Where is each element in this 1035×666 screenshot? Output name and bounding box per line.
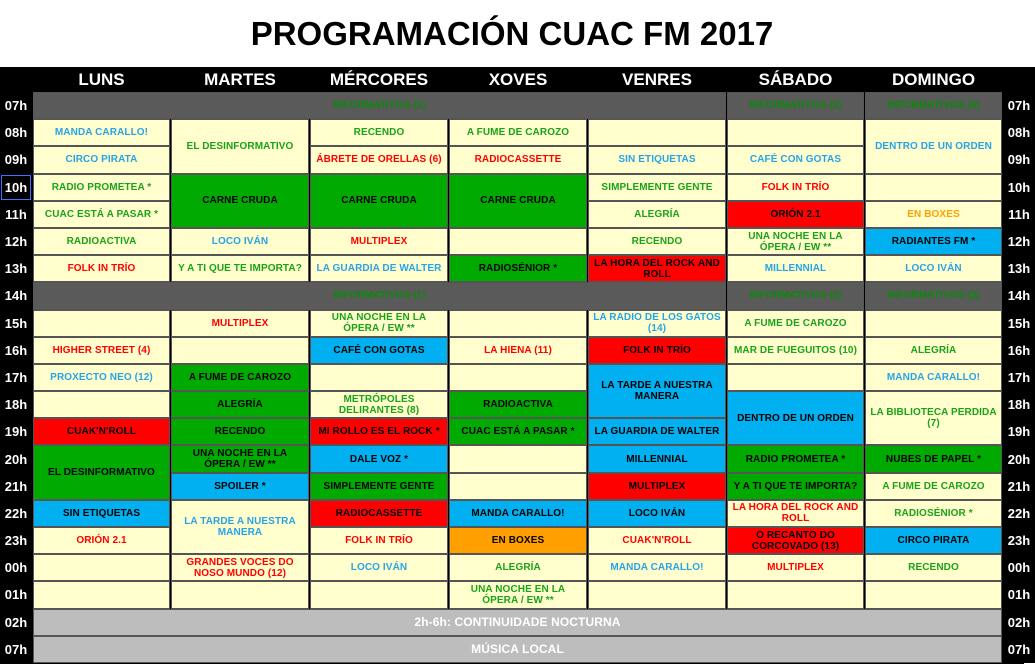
night-band: MÚSICA LOCAL: [33, 636, 1002, 663]
program-cell: FOLK IN TRÍO: [310, 527, 448, 554]
program-cell: [865, 581, 1002, 608]
hour-label-left: 02h: [0, 609, 32, 636]
program-cell: SIN ETIQUETAS: [588, 146, 726, 173]
program-cell: UNA NOCHE EN LA ÓPERA / EW **: [310, 310, 448, 337]
hour-label-left: 17h: [0, 364, 32, 391]
hour-label-right: 07h: [1003, 92, 1035, 119]
hour-label-right: 00h: [1003, 554, 1035, 581]
program-cell: MANDA CARALLO!: [449, 500, 587, 527]
program-cell: [171, 581, 309, 608]
program-cell: RADIOACTIVA: [33, 228, 170, 255]
hour-label-left: 12h: [0, 228, 32, 255]
night-band: 2h-6h: CONTINUIDADE NOCTURNA: [33, 609, 1002, 636]
news-band: INFORMATIVOS (3): [865, 282, 1002, 309]
program-cell: RADIOSÉNIOR *: [449, 255, 587, 282]
hour-label-right: 12h: [1003, 228, 1035, 255]
program-cell: RADIOACTIVA: [449, 391, 587, 418]
program-cell: FOLK IN TRÍO: [727, 174, 864, 201]
program-cell: Y A TI QUE TE IMPORTA?: [171, 255, 309, 282]
news-band: INFORMATIVOS (1): [33, 282, 726, 309]
hour-label-right: 11h: [1003, 201, 1035, 228]
program-cell: EL DESINFORMATIVO: [171, 119, 309, 173]
program-cell: MI ROLLO ES EL ROCK *: [310, 418, 448, 445]
program-cell: RECENDO: [171, 418, 309, 445]
program-cell: [727, 364, 864, 391]
program-cell: ALEGRÍA: [588, 201, 726, 228]
program-cell: ORIÓN 2.1: [33, 527, 170, 554]
program-cell: RECENDO: [310, 119, 448, 146]
program-cell: [449, 445, 587, 472]
program-cell: UNA NOCHE EN LA ÓPERA / EW **: [171, 445, 309, 472]
program-cell: A FUME DE CAROZO: [449, 119, 587, 146]
hour-label-right: 20h: [1003, 445, 1035, 472]
program-cell: UNA NOCHE EN LA ÓPERA / EW **: [449, 581, 587, 608]
corner-left: [0, 67, 32, 92]
program-cell: LA HORA DEL ROCK AND ROLL: [588, 255, 726, 282]
hour-label-left: 20h: [0, 445, 32, 472]
program-cell: CUAK'N'ROLL: [33, 418, 170, 445]
program-cell: METRÓPOLES DELIRANTES (8): [310, 391, 448, 418]
program-cell: ALEGRÍA: [865, 337, 1002, 364]
page-title: PROGRAMACIÓN CUAC FM 2017: [250, 14, 774, 52]
program-cell: LA TARDE A NUESTRA MANERA: [588, 364, 726, 418]
program-cell: ALEGRÍA: [449, 554, 587, 581]
hour-label-right: 18h: [1003, 391, 1035, 418]
corner-right: [1003, 67, 1035, 92]
news-band: INFORMATIVOS (1): [33, 92, 726, 119]
program-cell: MULTIPLEX: [727, 554, 864, 581]
program-cell: Y A TI QUE TE IMPORTA?: [727, 473, 864, 500]
hour-label-right: 23h: [1003, 527, 1035, 554]
hour-label-left: 01h: [0, 581, 32, 608]
program-cell: UNA NOCHE EN LA ÓPERA / EW **: [727, 228, 864, 255]
program-cell: SIMPLEMENTE GENTE: [310, 473, 448, 500]
hour-label-left: 07h: [0, 92, 32, 119]
program-cell: LA RADIO DE LOS GATOS (14): [588, 310, 726, 337]
program-cell: CUAK'N'ROLL: [588, 527, 726, 554]
program-cell: SPOILER *: [171, 473, 309, 500]
hour-label-right: 16h: [1003, 337, 1035, 364]
program-cell: GRANDES VOCES DO NOSO MUNDO (12): [171, 554, 309, 581]
news-band: INFORMATIVOS (3): [865, 92, 1002, 119]
program-cell: LA HIENA (11): [449, 337, 587, 364]
program-cell: LOCO IVÁN: [310, 554, 448, 581]
hour-label-left: 23h: [0, 527, 32, 554]
hour-label-left: 00h: [0, 554, 32, 581]
program-cell: [33, 581, 170, 608]
program-cell: PROXECTO NEO (12): [33, 364, 170, 391]
program-cell: FOLK IN TRÍO: [588, 337, 726, 364]
program-cell: [727, 581, 864, 608]
program-cell: [449, 473, 587, 500]
day-header-2: MARTES: [171, 67, 309, 92]
program-cell: DENTRO DE UN ORDEN: [727, 391, 864, 445]
program-cell: [171, 337, 309, 364]
program-cell: MILLENNIAL: [727, 255, 864, 282]
program-cell: CUAC ESTÁ A PASAR *: [449, 418, 587, 445]
program-cell: HIGHER STREET (4): [33, 337, 170, 364]
hour-label-right: 13h: [1003, 255, 1035, 282]
program-cell: CUAC ESTÁ A PASAR *: [33, 201, 170, 228]
program-cell: MANDA CARALLO!: [865, 364, 1002, 391]
hour-label-right: 15h: [1003, 310, 1035, 337]
hour-label-left: 19h: [0, 418, 32, 445]
hour-label-right: 21h: [1003, 473, 1035, 500]
hour-label-right: 08h: [1003, 119, 1035, 146]
hour-label-right: 19h: [1003, 418, 1035, 445]
day-header-6: SÁBADO: [727, 67, 864, 92]
hour-label-left: 21h: [0, 473, 32, 500]
program-cell: A FUME DE CAROZO: [727, 310, 864, 337]
day-header-4: XOVES: [449, 67, 587, 92]
hour-label-right: 10h: [1003, 174, 1035, 201]
program-cell: [310, 581, 448, 608]
program-cell: [33, 310, 170, 337]
program-cell: RECENDO: [588, 228, 726, 255]
hour-label-right: 02h: [1003, 609, 1035, 636]
program-cell: CIRCO PIRATA: [865, 527, 1002, 554]
program-cell: DENTRO DE UN ORDEN: [865, 119, 1002, 173]
hour-label-left: 08h: [0, 119, 32, 146]
day-header-7: DOMINGO: [865, 67, 1002, 92]
news-band: INFORMATIVOS (2): [727, 282, 864, 309]
program-cell: CARNE CRUDA: [310, 174, 448, 228]
day-header-5: VENRES: [588, 67, 726, 92]
hour-label-right: 07h: [1003, 636, 1035, 663]
hour-label-right: 17h: [1003, 364, 1035, 391]
program-cell: O RECANTO DO CORCOVADO (13): [727, 527, 864, 554]
program-cell: [865, 174, 1002, 201]
program-cell: RECENDO: [865, 554, 1002, 581]
program-cell: EL DESINFORMATIVO: [33, 445, 170, 499]
program-cell: RADIANTES FM *: [865, 228, 1002, 255]
program-cell: LA HORA DEL ROCK AND ROLL: [727, 500, 864, 527]
program-cell: ALEGRÍA: [171, 391, 309, 418]
program-cell: A FUME DE CAROZO: [865, 473, 1002, 500]
program-cell: [727, 119, 864, 146]
program-cell: RADIOCASSETTE: [449, 146, 587, 173]
program-cell: [449, 228, 587, 255]
hour-label-left: 14h: [0, 282, 32, 309]
program-cell: LA TARDE A NUESTRA MANERA: [171, 500, 309, 554]
program-cell: [33, 391, 170, 418]
program-cell: ÁBRETE DE ORELLAS (6): [310, 146, 448, 173]
hour-label-left: 07h: [0, 636, 32, 663]
program-cell: A FUME DE CAROZO: [171, 364, 309, 391]
program-cell: MULTIPLEX: [171, 310, 309, 337]
program-cell: LOCO IVÁN: [171, 228, 309, 255]
program-cell: EN BOXES: [865, 201, 1002, 228]
schedule-grid: [0, 67, 1031, 664]
program-cell: DALE VOZ *: [310, 445, 448, 472]
program-cell: SIMPLEMENTE GENTE: [588, 174, 726, 201]
program-cell: [449, 364, 587, 391]
program-cell: ORIÓN 2.1: [727, 201, 864, 228]
day-header-3: MÉRCORES: [310, 67, 448, 92]
program-cell: [310, 364, 448, 391]
hour-label-right: 22h: [1003, 500, 1035, 527]
program-cell: [33, 554, 170, 581]
program-cell: NUBES DE PAPEL *: [865, 445, 1002, 472]
program-cell: [588, 119, 726, 146]
hour-label-left: 18h: [0, 391, 32, 418]
program-cell: RADIOSÉNIOR *: [865, 500, 1002, 527]
program-cell: EN BOXES: [449, 527, 587, 554]
program-cell: CAFÉ CON GOTAS: [727, 146, 864, 173]
program-cell: MAR DE FUEGUITOS (10): [727, 337, 864, 364]
news-band: INFORMATIVOS (2): [727, 92, 864, 119]
program-cell: MULTIPLEX: [588, 473, 726, 500]
hour-label-left: 10h: [0, 174, 32, 201]
program-cell: [865, 310, 1002, 337]
program-cell: RADIOCASSETTE: [310, 500, 448, 527]
program-cell: CARNE CRUDA: [449, 174, 587, 228]
program-cell: LOCO IVÁN: [588, 500, 726, 527]
hour-label-left: 13h: [0, 255, 32, 282]
program-cell: RADIO PROMETEA *: [727, 445, 864, 472]
day-header-1: LUNS: [33, 67, 170, 92]
program-cell: MULTIPLEX: [310, 228, 448, 255]
program-cell: [588, 581, 726, 608]
hour-label-left: 15h: [0, 310, 32, 337]
hour-label-left: 09h: [0, 146, 32, 173]
program-cell: LOCO IVÁN: [865, 255, 1002, 282]
program-cell: [449, 310, 587, 337]
program-cell: CAFÉ CON GOTAS: [310, 337, 448, 364]
program-cell: LA GUARDIA DE WALTER: [310, 255, 448, 282]
program-cell: SIN ETIQUETAS: [33, 500, 170, 527]
program-cell: FOLK IN TRÍO: [33, 255, 170, 282]
program-cell: RADIO PROMETEA *: [33, 174, 170, 201]
program-cell: LA GUARDIA DE WALTER: [588, 418, 726, 445]
hour-label-left: 11h: [0, 201, 32, 228]
program-cell: CIRCO PIRATA: [33, 146, 170, 173]
hour-label-right: 14h: [1003, 282, 1035, 309]
program-cell: MANDA CARALLO!: [33, 119, 170, 146]
program-cell: MANDA CARALLO!: [588, 554, 726, 581]
program-cell: LA BIBLIOTECA PERDIDA (7): [865, 391, 1002, 445]
hour-label-right: 09h: [1003, 146, 1035, 173]
program-cell: CARNE CRUDA: [171, 174, 309, 228]
program-cell: MILLENNIAL: [588, 445, 726, 472]
hour-label-left: 16h: [0, 337, 32, 364]
hour-label-right: 01h: [1003, 581, 1035, 608]
hour-label-left: 22h: [0, 500, 32, 527]
